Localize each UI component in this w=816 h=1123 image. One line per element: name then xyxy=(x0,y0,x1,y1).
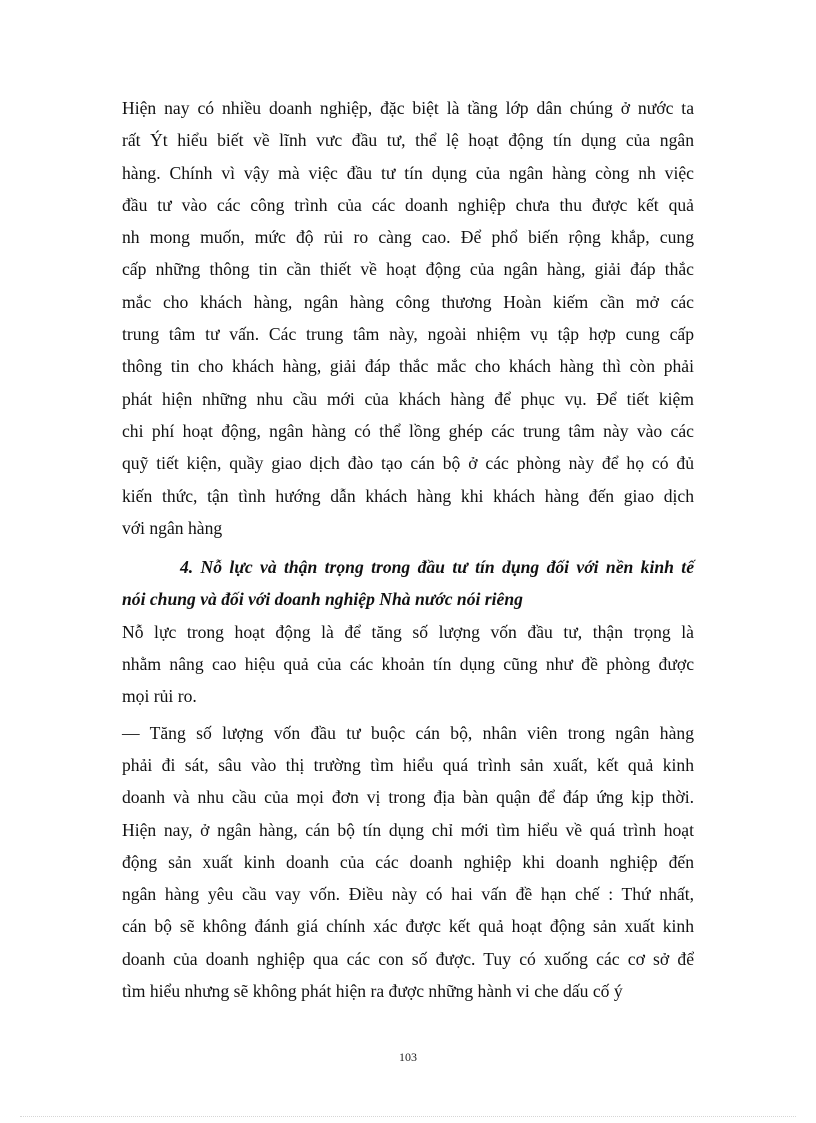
text-line: phải đi sát, sâu vào thị trường tìm hiểu quá trình sản xuất, kết quả kinh xyxy=(122,754,694,775)
text-line: — Tăng số lượng vốn đầu tư buộc cán bộ, nhân viên trong ngân hàng xyxy=(122,722,694,743)
text-line: doanh của doanh nghiệp qua các con số được. Tuy có xuống các cơ sở để xyxy=(122,948,694,969)
text-line: quỹ tiết kiện, quầy giao dịch đào tạo cán bộ ở các phòng này để họ có đủ xyxy=(122,453,694,474)
text-line: ngân hàng yêu cầu vay vốn. Điều này có hai vấn đề hạn chế : Thứ nhất, xyxy=(122,884,694,905)
text-line: nh mong muốn, mức độ rủi ro càng cao. Để phổ biến rộng khắp, cung xyxy=(122,227,694,248)
text-line: trung tâm tư vấn. Các trung tâm này, ngoài nhiệm vụ tập hợp cung cấp xyxy=(122,324,694,345)
paragraph-bank-consulting xyxy=(122,92,694,544)
text-line: cấp những thông tin cần thiết về hoạt động của ngân hàng, giải đáp thắc xyxy=(122,259,694,280)
text-line: với ngân hàng xyxy=(122,517,223,538)
body-text xyxy=(122,92,694,1007)
text-line: Hiện nay, ở ngân hàng, cán bộ tín dụng chỉ mới tìm hiểu về quá trình hoạt xyxy=(122,819,694,840)
paragraph-increase-capital xyxy=(122,717,694,1008)
text-line: cán bộ sẽ không đánh giá chính xác được kết quả hoạt động sản xuất kinh xyxy=(122,916,694,937)
text-line: đầu tư vào các công trình của các doanh nghiệp chưa thu được kết quả xyxy=(122,194,694,215)
page-number: 103 xyxy=(399,1050,417,1064)
text-line: kiến thức, tận tình hướng dẫn khách hàng khi khách hàng đến giao dịch xyxy=(122,485,694,506)
text-line: chi phí hoạt động, ngân hàng có thể lồng ghép các trung tâm này vào các xyxy=(122,420,694,441)
text-line: mọi rủi ro. xyxy=(122,686,197,707)
text-line: mắc cho khách hàng, ngân hàng công thương Hoàn kiếm cần mở các xyxy=(122,291,694,312)
text-line: hàng. Chính vì vậy mà việc đầu tư tín dụng của ngân hàng còng nh việc xyxy=(122,162,694,183)
text-line: Hiện nay có nhiều doanh nghiệp, đặc biệt là tầng lớp dân chúng ở nước ta xyxy=(122,98,694,118)
text-line: động sản xuất kinh doanh của các doanh nghiệp khi doanh nghiệp đến xyxy=(122,851,694,872)
footer-divider xyxy=(20,1116,796,1117)
text-line: phát hiện những nhu cầu mới của khách hàng để phục vụ. Để tiết kiệm xyxy=(122,388,694,409)
text-line: thông tin cho khách hàng, giải đáp thắc mắc cho khách hàng thì còn phải xyxy=(122,356,694,377)
paragraph-effort-caution xyxy=(122,616,694,713)
text-line: 4. Nỗ lực và thận trọng trong đầu tư tín dụng đối với nền kinh tế xyxy=(180,557,694,578)
text-line: Nỗ lực trong hoạt động là để tăng số lượng vốn đầu tư, thận trọng là xyxy=(122,621,694,642)
text-line: nói chung và đối với doanh nghiệp Nhà nước nói riêng xyxy=(122,589,523,610)
text-line: rất Ýt hiểu biết về lĩnh vưc đầu tư, thể lệ hoạt động tín dụng của ngân xyxy=(122,130,694,151)
section-heading xyxy=(122,551,694,616)
text-line: tìm hiểu nhưng sẽ không phát hiện ra được những hành vi che dấu cố ý xyxy=(122,981,623,1002)
text-line: nhằm nâng cao hiệu quả của các khoản tín dụng cũng như đề phòng được xyxy=(122,654,694,675)
text-line: doanh và nhu cầu của mọi đơn vị trong địa bàn quận để đáp ứng kịp thời. xyxy=(122,787,694,808)
